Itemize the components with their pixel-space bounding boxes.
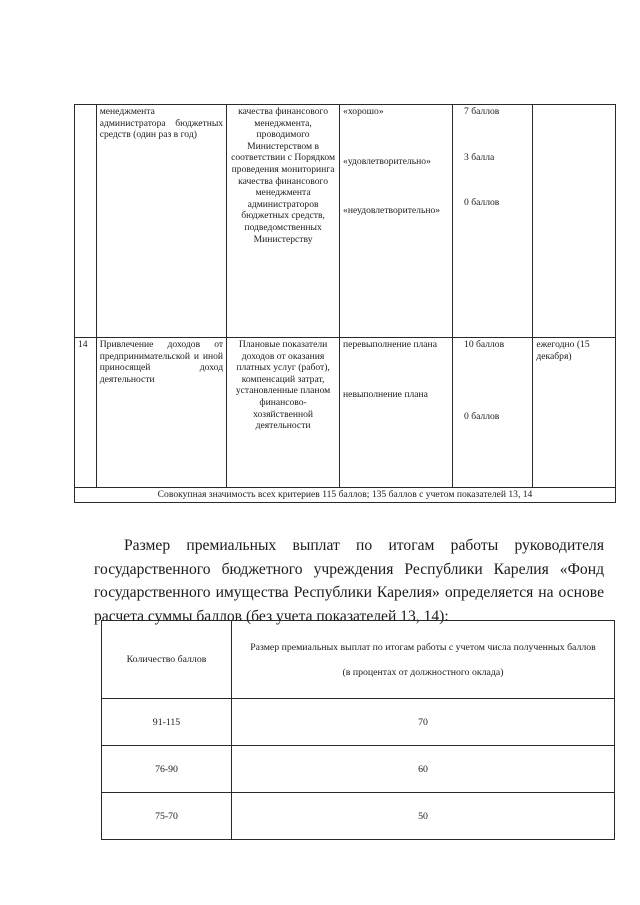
table-row [75,105,616,338]
scores-table [101,620,615,840]
criterion-period [533,105,616,338]
condition-text: перевыполнение плана [343,339,437,350]
bonus-percent: 70 [232,699,615,746]
header-bonus-title: Размер премиальных выплат по итогам работы с учетом числа полученных баллов [250,641,596,653]
criterion-period: ежегодно (15 декабря) [533,338,616,488]
criterion-name: менеджмента администратора бюджетных средств (один раз в год) [96,105,226,338]
points-text: 0 баллов [464,197,500,209]
bonus-percent: 60 [232,746,615,793]
table-row [102,746,615,793]
condition-text: «неудовлетворительно» [343,205,441,217]
condition-text: невыполнение плана [343,388,428,400]
criterion-points [453,105,533,338]
table-row [102,793,615,840]
table-row-total [75,488,616,503]
table-row [75,338,616,488]
criterion-basis: качества финансового менеджмента, проводимого Министерством в соответствии с Порядком проведения мониторинга качества финансового менеджмента администраторов бюджетных средств, подведомственных Министерству [227,105,340,338]
criterion-number: 14 [75,338,97,488]
criterion-name: Привлечение доходов от предпринимательской и иной приносящей доход деятельности [96,338,226,488]
header-bonus-size [232,621,615,699]
points-text: 0 баллов [464,410,500,422]
points-text: 7 баллов [464,106,500,117]
points-text: 3 балла [464,151,495,163]
total-significance: Совокупная значимость всех критериев 115 баллов; 135 баллов с учетом показателей 13, 14 [75,488,616,503]
points-range: 76-90 [102,746,232,793]
criterion-basis: Плановые показатели доходов от оказания платных услуг (работ), компенсаций затрат, установленные планом финансово-хозяйственной деятельности [227,338,340,488]
body-paragraph: Размер премиальных выплат по итогам работы руководителя государственного бюджетного учреждения Республики Карелия «Фонд государственного имущества Республики Карелия» определяется на основе расчета суммы баллов (без учета показателей 13, 14): [94,537,604,625]
condition-text: «хорошо» [343,106,384,117]
condition-text: «удовлетворительно» [343,155,431,167]
header-bonus-unit: (в процентах от должностного оклада) [342,666,504,678]
criterion-conditions [340,338,453,488]
criterion-conditions [340,105,453,338]
table-row [102,699,615,746]
points-range: 91-115 [102,699,232,746]
points-range: 75-70 [102,793,232,840]
criteria-table [74,104,616,503]
bonus-percent: 50 [232,793,615,840]
criterion-number [75,105,97,338]
header-points-count: Количество баллов [102,621,232,699]
scores-header-row [102,621,615,699]
criterion-points [453,338,533,488]
points-text: 10 баллов [464,339,505,350]
